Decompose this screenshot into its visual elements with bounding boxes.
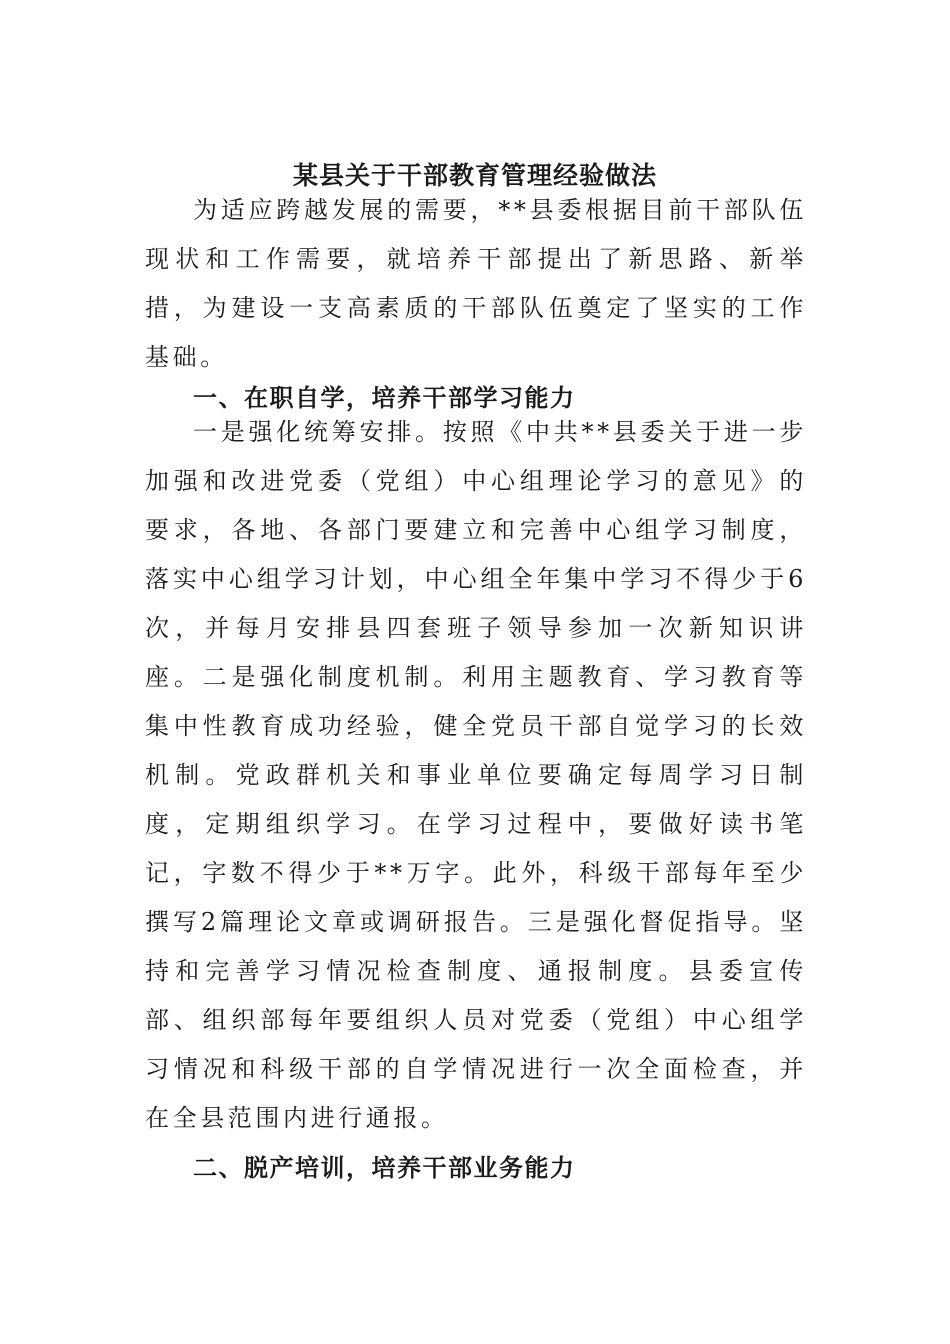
intro-paragraph: 为适应跨越发展的需要，**县委根据目前干部队伍现状和工作需要，就培养干部提出了新思路、新举措，为建设一支高素质的干部队伍奠定了坚实的工作基础。: [145, 196, 807, 371]
document-title: 某县关于干部教育管理经验做法: [292, 161, 657, 190]
section-2-heading: 二、脱产培训，培养干部业务能力: [193, 1153, 576, 1182]
section-1-heading: 一、在职自学，培养干部学习能力: [193, 383, 576, 412]
section-1-paragraph: 一是强化统筹安排。按照《中共**县委关于进一步加强和改进党委（党组）中心组理论学习的意见》的要求，各地、各部门要建立和完善中心组学习制度，落实中心组学习计划，中心组全年集中学习不得少于6次，并每月安排县四套班子领导参加一次新知识讲座。二是强化制度机制。利用主题教育、学习教育等集中性教育成功经验，健全党员干部自觉学习的长效机制。党政群机关和事业单位要确定每周学习日制度，定期组织学习。在学习过程中，要做好读书笔记，字数不得少于**万字。此外，科级干部每年至少撰写2篇理论文章或调研报告。三是强化督促指导。坚持和完善学习情况检查制度、通报制度。县委宣传部、组织部每年要组织人员对党委（党组）中心组学习情况和科级干部的自学情况进行一次全面检查，并在全县范围内进行通报。: [145, 418, 807, 1132]
